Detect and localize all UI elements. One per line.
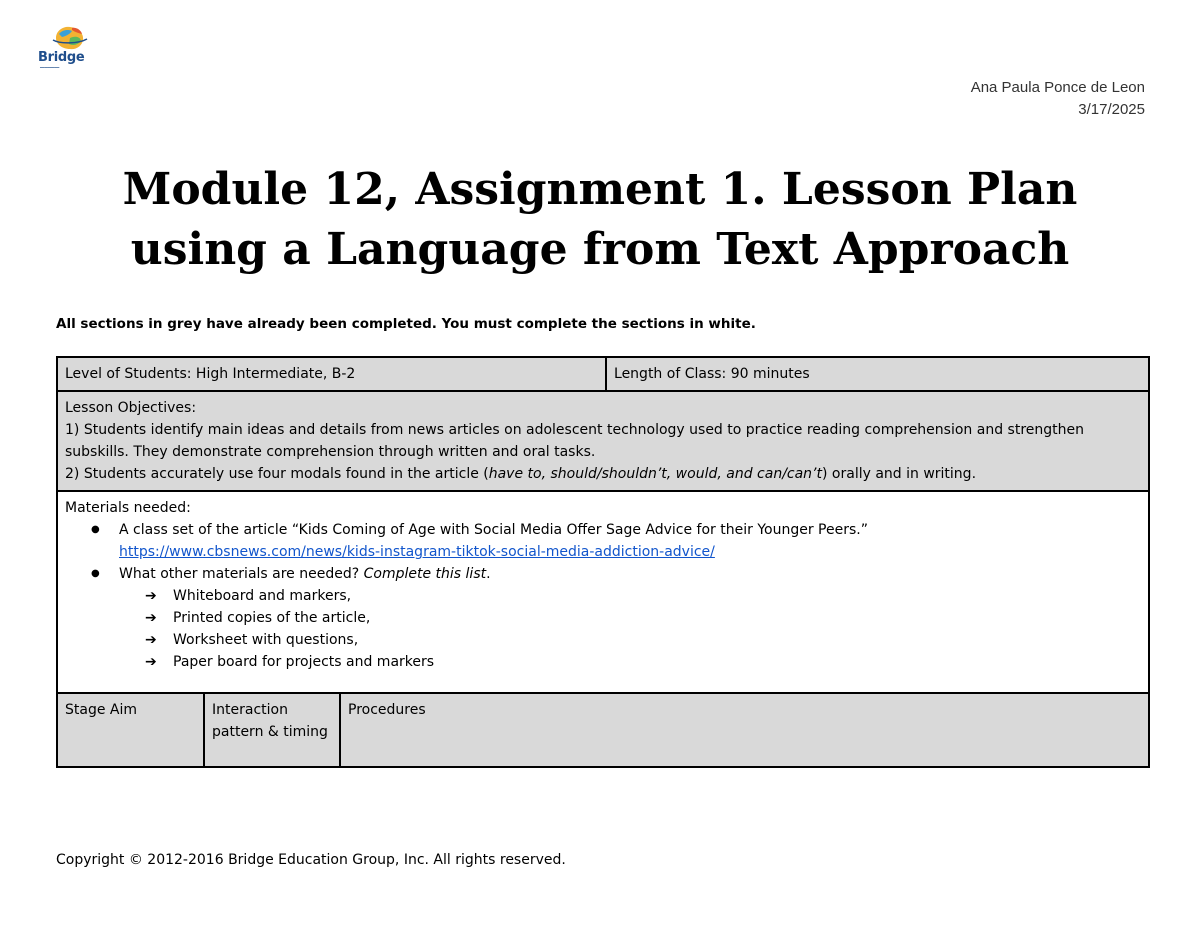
list-item[interactable]: ➔ Printed copies of the article, — [145, 607, 1141, 629]
list-item[interactable]: ➔ Paper board for projects and markers — [145, 651, 1141, 673]
objectives-cell — [57, 391, 1149, 491]
globe-icon — [50, 24, 90, 52]
bullet-icon: ● — [91, 568, 100, 579]
arrow-right-icon: ➔ — [145, 610, 157, 626]
logo-wordmark: Bridge — [38, 50, 85, 65]
instruction-text: All sections in grey have already been completed. You must complete the sections in white. — [56, 316, 756, 332]
article-link[interactable]: https://www.cbsnews.com/news/kids-instagram-tiktok-social-media-addiction-advice/ — [119, 544, 715, 560]
objectives-heading: Lesson Objectives: — [65, 400, 197, 416]
objective-1: 1) Students identify main ideas and details from news articles on adolescent technology used to practice reading comprehension and strengthen subskills. They demonstrate comprehension through written and oral tasks. — [65, 422, 1084, 460]
copyright-footer: Copyright © 2012-2016 Bridge Education Group, Inc. All rights reserved. — [56, 852, 566, 868]
lesson-plan-table — [56, 356, 1150, 768]
arrow-right-icon: ➔ — [145, 654, 157, 670]
bridge-logo — [38, 24, 100, 72]
arrow-right-icon: ➔ — [145, 588, 157, 604]
objective-2: 2) Students accurately use four modals found in the article (have to, should/shouldn’t, would, and can/can’t) orally and in writing. — [65, 466, 977, 482]
list-item[interactable]: ➔ Whiteboard and markers, — [145, 585, 1141, 607]
materials-cell[interactable] — [57, 491, 1149, 693]
header-info — [971, 77, 1145, 121]
stage-aim-header: Stage Aim — [57, 693, 204, 767]
materials-heading: Materials needed: — [65, 500, 191, 516]
procedures-header: Procedures — [340, 693, 1149, 767]
list-item: ● A class set of the article “Kids Coming of Age with Social Media Offer Sage Advice for their Younger Peers.” https://www.cbsnews.com/news/kids-instagram-tiktok-social-media-addiction-advice/ — [91, 519, 1141, 563]
page-title — [0, 160, 1200, 280]
list-item[interactable]: ➔ Worksheet with questions, — [145, 629, 1141, 651]
length-cell: Length of Class: 90 minutes — [606, 357, 1149, 391]
level-cell: Level of Students: High Intermediate, B-2 — [57, 357, 606, 391]
extra-materials-list — [119, 585, 1141, 673]
interaction-header: Interaction pattern & timing — [204, 693, 340, 767]
title-line-1: Module 12, Assignment 1. Lesson Plan — [122, 164, 1078, 215]
title-line-2: using a Language from Text Approach — [130, 224, 1070, 275]
author-name: Ana Paula Ponce de Leon — [970, 79, 1145, 96]
list-item: ● What other materials are needed? Complete this list. ➔ Whiteboard and markers, ➔ Printed copies of the article, ➔ Worksheet with questions, ➔ Paper board for projects and markers — [91, 563, 1141, 673]
document-date: 3/17/2025 — [1078, 101, 1145, 118]
logo-tagline: ━━━━━━━━ — [40, 65, 60, 70]
bullet-icon: ● — [91, 524, 100, 535]
materials-list — [65, 519, 1141, 673]
arrow-right-icon: ➔ — [145, 632, 157, 648]
